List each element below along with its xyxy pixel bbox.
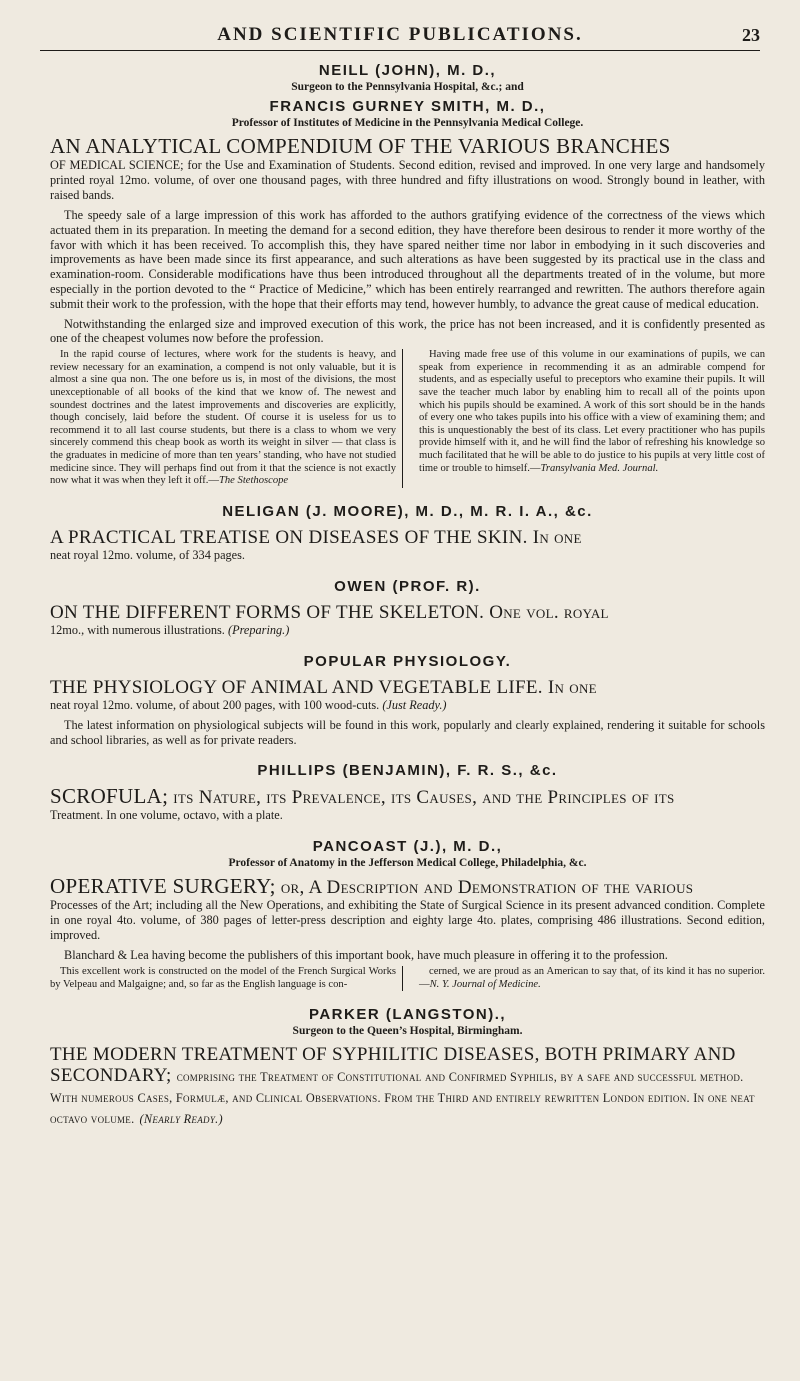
- author-credential: Surgeon to the Pennsylvania Hospital, &c.; and: [291, 81, 524, 93]
- entry-parker: [50, 1005, 765, 1128]
- book-title: [50, 527, 765, 548]
- author-heading: PANCOAST (J.), M. D.,: [312, 838, 503, 856]
- publisher-note: The speedy sale of a large impression of this work has afforded to the authors gratifying evidence of the correctness of the views which actuated them in its preparation. In meeting the demand for a second edition, they have therefore been desirous to render it more worthy of the favor with which it has been received. To accomplish this, they have spared neither time nor labor in embodying in it such discoveries and improvements as have been made since its first appearance, and such alterations as have been suggested by its practical use in the class and examination-room. Considerable modifications have thus been introduced throughout all the departments treated of in the volume, but more especially in the portion devoted to the “ Practice of Medicine,” which has been entirely rearranged and rewritten. The authors therefore again submit their work to the profession, with the hope that their efforts may tend, however humbly, to advance the great cause of medical education.: [50, 208, 765, 311]
- book-description: [50, 623, 765, 638]
- entry-neligan: [50, 502, 765, 563]
- author-heading: OWEN (PROF. R).: [334, 577, 481, 595]
- author-credential: Professor of Anatomy in the Jefferson Medical College, Philadelphia, &c.: [228, 857, 587, 870]
- author-heading: NELIGAN (J. MOORE), M. D., M. R. I. A., &c.: [222, 502, 593, 520]
- review-columns: [50, 349, 765, 488]
- review-source: Transylvania Med. Journal.: [540, 462, 659, 474]
- book-status: (Nearly Ready.): [139, 1112, 223, 1127]
- entry-neill: [50, 61, 765, 488]
- entry-phillips: [50, 761, 765, 823]
- book-description-text: for the Use and Examination of Students. Second edition, revised and improved. In one very large and handsomely printed royal 12mo. volume, of over one thousand pages, with three hundred and fifty illustrations on wood. Strongly bound in leather, with raised bands.: [50, 158, 766, 202]
- book-title: [50, 136, 765, 158]
- review-text: cerned, we are proud as an American to say that, of its kind it has no superior.—: [419, 966, 765, 990]
- entry-popular-physiology: [50, 652, 765, 748]
- review-text: Having made free use of this volume in our examinations of pupils, we can speak from experience in recommending it as an admirable compend for students, and as especially useful to preceptors who examine their pupils. It will save the teacher much labor by enabling him to recall all of the points upon which his pupils should be examined. A work of this sort should be in the hands of every one who takes pupils into his office with a view of examining them; and this is unquestionably the best of its class. Let every practitioner who has pupils provide himself with it, and he will find the labor of refreshing his knowledge so much facilitated that he will be able to do justice to his pupils at very little cost of time or trouble to himself.—: [419, 349, 765, 474]
- book-title: [50, 1044, 765, 1128]
- publisher-note: The latest information on physiological subjects will be found in this work, popularly and clearly explained, rendering it suitable for schools and school libraries, as well as for private readers.: [50, 717, 765, 747]
- book-title-lead: AN ANALYTICAL COMPENDIUM OF THE VARIOUS BRANCHES: [50, 134, 671, 158]
- book-title: [50, 876, 765, 898]
- book-title-main: THE PHYSIOLOGY OF ANIMAL AND VEGETABLE LIFE.: [50, 676, 543, 698]
- catalog-content: [50, 58, 765, 1128]
- running-title: AND SCIENTIFIC PUBLICATIONS.: [217, 24, 583, 45]
- book-title: [50, 602, 765, 623]
- book-description-text: neat royal 12mo. volume, of about 200 pages, with 100 wood-cuts.: [50, 697, 380, 712]
- review-right: [419, 966, 765, 991]
- review-right: [419, 349, 765, 488]
- book-title: [50, 786, 765, 808]
- book-title-main: THE MODERN TREATMENT OF SYPHILITIC DISEASES, BOTH PRIMARY AND SECONDARY;: [50, 1044, 736, 1087]
- book-description: [50, 698, 765, 713]
- book-title-tail: One vol. royal: [489, 601, 609, 623]
- coauthor-credential: Professor of Institutes of Medicine in the Pennsylvania Medical College.: [231, 117, 584, 129]
- author-heading: PHILLIPS (BENJAMIN), F. R. S., &c.: [257, 762, 558, 780]
- book-description: [50, 158, 765, 203]
- series-heading: POPULAR PHYSIOLOGY.: [303, 652, 512, 670]
- review-source: The Stethoscope: [218, 475, 289, 487]
- review-text: In the rapid course of lectures, where work for the students is heavy, and review necessary for an examination, a compend is not only valuable, but it is almost a sine qua non. The one before us is, in most of the divisions, the most unexceptionable of all books of the kind that we know of. The newest and soundest doctrines and the latest improvements and discoveries are explicitly, though concisely, laid before the student. Of course it is useless for us to recommend it to all last course students, but there is a class to whom we very sincerely commend this cheap book as worth its weight in silver — that class is the graduates in medicine of more than ten years’ standing, who have not studied medicine since. They will perhaps find out from it that the science is not exactly now what it was when they left it off.—: [50, 349, 396, 487]
- book-title-rest: OF MEDICAL SCIENCE;: [50, 158, 184, 172]
- book-title-rest: or, A Description and Demonstration of the various: [280, 877, 694, 899]
- publisher-note-price: Notwithstanding the enlarged size and improved execution of this work, the price has not been increased, and it is confidently presented as one of the cheapest volumes now before the profession.: [50, 316, 765, 346]
- book-status: (Just Ready.): [382, 697, 447, 712]
- book-description: Treatment. In one volume, octavo, with a plate.: [50, 808, 283, 823]
- coauthor-heading: FRANCIS GURNEY SMITH, M. D.,: [269, 98, 546, 115]
- book-description-text: comprising the Treatment of Constitutional and Confirmed Syphilis, by a safe and successful method. With numerous Cases, Formulæ, and Clinical Observations. From the Third and entirely rewritten London edition. In one neat octavo volume.: [50, 1070, 755, 1127]
- book-title-rest: its Nature, its Prevalence, its Causes, and the Principles of its: [173, 787, 675, 809]
- review-left: [50, 349, 403, 488]
- review-columns: [50, 966, 765, 991]
- page-number: 23: [742, 25, 760, 45]
- author-heading: NEILL (JOHN), M. D.,: [318, 62, 497, 79]
- entry-owen: [50, 577, 765, 638]
- book-title-main: OPERATIVE SURGERY;: [50, 874, 276, 899]
- header-rule: [40, 50, 760, 51]
- book-description-text: 12mo., with numerous illustrations.: [50, 622, 225, 637]
- review-left: This excellent work is constructed on the model of the French Surgical Works by Velpeau and Malgaigne; and, so far as the English language is con-: [50, 966, 403, 991]
- author-heading: PARKER (LANGSTON).,: [308, 1006, 507, 1024]
- book-title-tail: In one: [547, 676, 597, 698]
- book-title-main: SCROFULA;: [50, 784, 169, 809]
- book-description: neat royal 12mo. volume, of 334 pages.: [50, 547, 245, 562]
- book-title-tail: In one: [532, 526, 582, 548]
- book-title-main: A PRACTICAL TREATISE ON DISEASES OF THE SKIN.: [50, 526, 528, 548]
- entry-pancoast: [50, 837, 765, 991]
- review-source: N. Y. Journal of Medicine.: [429, 978, 541, 990]
- book-title-main: ON THE DIFFERENT FORMS OF THE SKELETON.: [50, 601, 485, 623]
- author-credential: Surgeon to the Queen’s Hospital, Birmingham.: [292, 1025, 523, 1038]
- publisher-note: Blanchard & Lea having become the publishers of this important book, have much pleasure in offering it to the profession.: [64, 948, 668, 963]
- book-description: Processes of the Art; including all the New Operations, and exhibiting the State of Surgical Science in its present advanced condition. Complete in one royal 4to. volume, of 380 pages of letter-press description and eighty large 4to. plates, comprising 486 illustrations. Second edition, improved.: [50, 898, 765, 943]
- book-title: [50, 677, 765, 698]
- book-status: (Preparing.): [227, 622, 290, 637]
